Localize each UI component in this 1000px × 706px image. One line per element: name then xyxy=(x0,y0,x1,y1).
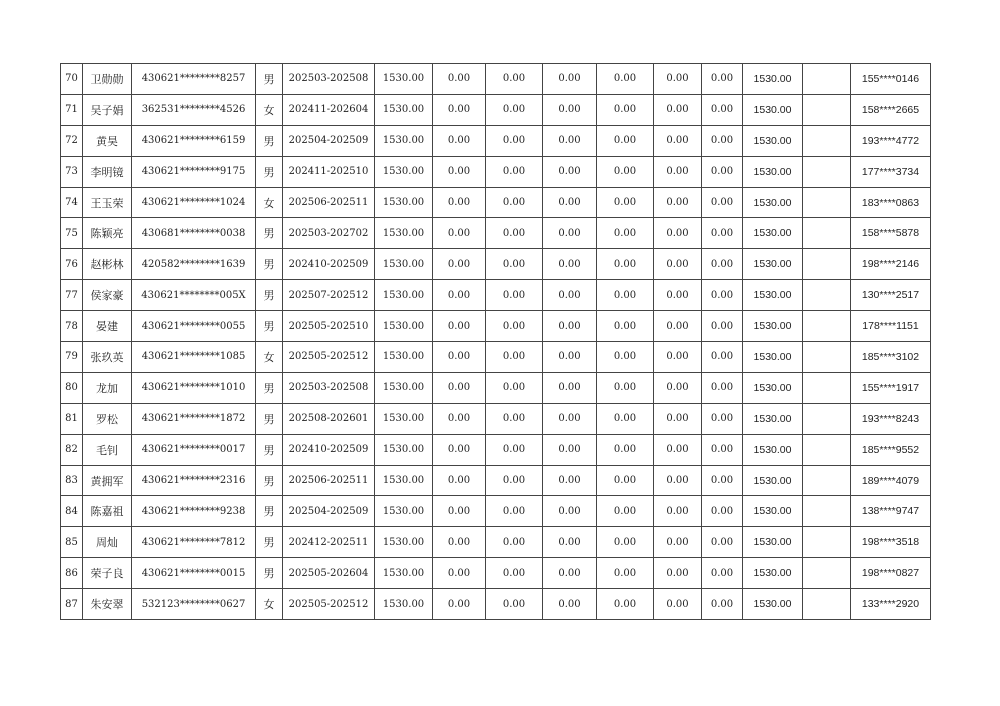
value-cell-4: 0.00 xyxy=(597,249,654,280)
value-cell-6: 0.00 xyxy=(702,249,743,280)
value-cell-1: 0.00 xyxy=(433,64,486,95)
amount-cell: 1530.00 xyxy=(375,527,433,558)
value-cell-6: 0.00 xyxy=(702,403,743,434)
id-number-cell: 430621********8257 xyxy=(132,64,256,95)
value-cell-2: 0.00 xyxy=(486,589,543,620)
name-cell: 罗松 xyxy=(83,403,132,434)
value-cell-2: 0.00 xyxy=(486,527,543,558)
total-cell: 1530.00 xyxy=(743,589,803,620)
value-cell-5: 0.00 xyxy=(654,311,702,342)
value-cell-6: 0.00 xyxy=(702,64,743,95)
value-cell-1: 0.00 xyxy=(433,280,486,311)
value-cell-5: 0.00 xyxy=(654,249,702,280)
value-cell-3: 0.00 xyxy=(543,94,597,125)
table-row xyxy=(61,558,931,589)
phone-cell: 185****9552 xyxy=(851,434,931,465)
period-cell: 202505-202604 xyxy=(283,558,375,589)
value-cell-6: 0.00 xyxy=(702,156,743,187)
phone-cell: 158****2665 xyxy=(851,94,931,125)
value-cell-4: 0.00 xyxy=(597,403,654,434)
total-cell: 1530.00 xyxy=(743,496,803,527)
row-number-cell: 75 xyxy=(61,218,83,249)
amount-cell: 1530.00 xyxy=(375,496,433,527)
period-cell: 202503-202702 xyxy=(283,218,375,249)
value-cell-6: 0.00 xyxy=(702,434,743,465)
table-row xyxy=(61,94,931,125)
name-cell: 黄昊 xyxy=(83,125,132,156)
amount-cell: 1530.00 xyxy=(375,156,433,187)
amount-cell: 1530.00 xyxy=(375,64,433,95)
row-number-cell: 74 xyxy=(61,187,83,218)
value-cell-5: 0.00 xyxy=(654,218,702,249)
gender-cell: 男 xyxy=(256,156,283,187)
value-cell-2: 0.00 xyxy=(486,558,543,589)
note-cell xyxy=(803,249,851,280)
value-cell-4: 0.00 xyxy=(597,372,654,403)
value-cell-2: 0.00 xyxy=(486,434,543,465)
row-number-cell: 78 xyxy=(61,311,83,342)
note-cell xyxy=(803,64,851,95)
value-cell-4: 0.00 xyxy=(597,527,654,558)
value-cell-2: 0.00 xyxy=(486,64,543,95)
note-cell xyxy=(803,187,851,218)
value-cell-5: 0.00 xyxy=(654,94,702,125)
value-cell-1: 0.00 xyxy=(433,187,486,218)
name-cell: 王玉荣 xyxy=(83,187,132,218)
value-cell-5: 0.00 xyxy=(654,403,702,434)
value-cell-3: 0.00 xyxy=(543,218,597,249)
amount-cell: 1530.00 xyxy=(375,589,433,620)
value-cell-3: 0.00 xyxy=(543,403,597,434)
value-cell-6: 0.00 xyxy=(702,342,743,373)
note-cell xyxy=(803,589,851,620)
phone-cell: 133****2920 xyxy=(851,589,931,620)
note-cell xyxy=(803,434,851,465)
value-cell-1: 0.00 xyxy=(433,496,486,527)
row-number-cell: 70 xyxy=(61,64,83,95)
note-cell xyxy=(803,218,851,249)
period-cell: 202507-202512 xyxy=(283,280,375,311)
value-cell-1: 0.00 xyxy=(433,125,486,156)
gender-cell: 男 xyxy=(256,403,283,434)
total-cell: 1530.00 xyxy=(743,372,803,403)
phone-cell: 183****0863 xyxy=(851,187,931,218)
id-number-cell: 420582********1639 xyxy=(132,249,256,280)
name-cell: 吴子娟 xyxy=(83,94,132,125)
phone-cell: 178****1151 xyxy=(851,311,931,342)
value-cell-3: 0.00 xyxy=(543,64,597,95)
phone-cell: 193****8243 xyxy=(851,403,931,434)
row-number-cell: 83 xyxy=(61,465,83,496)
phone-cell: 158****5878 xyxy=(851,218,931,249)
row-number-cell: 72 xyxy=(61,125,83,156)
value-cell-2: 0.00 xyxy=(486,125,543,156)
amount-cell: 1530.00 xyxy=(375,94,433,125)
value-cell-6: 0.00 xyxy=(702,496,743,527)
value-cell-5: 0.00 xyxy=(654,342,702,373)
note-cell xyxy=(803,342,851,373)
period-cell: 202505-202512 xyxy=(283,589,375,620)
row-number-cell: 85 xyxy=(61,527,83,558)
amount-cell: 1530.00 xyxy=(375,280,433,311)
row-number-cell: 81 xyxy=(61,403,83,434)
value-cell-3: 0.00 xyxy=(543,342,597,373)
table-row xyxy=(61,187,931,218)
row-number-cell: 86 xyxy=(61,558,83,589)
value-cell-5: 0.00 xyxy=(654,558,702,589)
period-cell: 202504-202509 xyxy=(283,125,375,156)
row-number-cell: 87 xyxy=(61,589,83,620)
id-number-cell: 430621********005X xyxy=(132,280,256,311)
id-number-cell: 430621********6159 xyxy=(132,125,256,156)
table-row xyxy=(61,342,931,373)
value-cell-4: 0.00 xyxy=(597,496,654,527)
value-cell-2: 0.00 xyxy=(486,249,543,280)
amount-cell: 1530.00 xyxy=(375,372,433,403)
name-cell: 卫勋勋 xyxy=(83,64,132,95)
name-cell: 荣子良 xyxy=(83,558,132,589)
period-cell: 202505-202512 xyxy=(283,342,375,373)
value-cell-5: 0.00 xyxy=(654,527,702,558)
value-cell-1: 0.00 xyxy=(433,94,486,125)
phone-cell: 177****3734 xyxy=(851,156,931,187)
value-cell-4: 0.00 xyxy=(597,280,654,311)
total-cell: 1530.00 xyxy=(743,218,803,249)
value-cell-2: 0.00 xyxy=(486,372,543,403)
total-cell: 1530.00 xyxy=(743,558,803,589)
gender-cell: 女 xyxy=(256,589,283,620)
phone-cell: 189****4079 xyxy=(851,465,931,496)
note-cell xyxy=(803,280,851,311)
value-cell-4: 0.00 xyxy=(597,94,654,125)
value-cell-3: 0.00 xyxy=(543,280,597,311)
table-row xyxy=(61,434,931,465)
gender-cell: 男 xyxy=(256,434,283,465)
value-cell-4: 0.00 xyxy=(597,64,654,95)
value-cell-4: 0.00 xyxy=(597,156,654,187)
amount-cell: 1530.00 xyxy=(375,342,433,373)
table-row xyxy=(61,311,931,342)
total-cell: 1530.00 xyxy=(743,311,803,342)
value-cell-3: 0.00 xyxy=(543,311,597,342)
period-cell: 202411-202604 xyxy=(283,94,375,125)
value-cell-4: 0.00 xyxy=(597,342,654,373)
value-cell-1: 0.00 xyxy=(433,558,486,589)
gender-cell: 男 xyxy=(256,249,283,280)
amount-cell: 1530.00 xyxy=(375,311,433,342)
period-cell: 202508-202601 xyxy=(283,403,375,434)
gender-cell: 女 xyxy=(256,187,283,218)
value-cell-5: 0.00 xyxy=(654,465,702,496)
value-cell-1: 0.00 xyxy=(433,403,486,434)
value-cell-3: 0.00 xyxy=(543,125,597,156)
row-number-cell: 80 xyxy=(61,372,83,403)
gender-cell: 男 xyxy=(256,465,283,496)
value-cell-6: 0.00 xyxy=(702,280,743,311)
value-cell-1: 0.00 xyxy=(433,434,486,465)
value-cell-4: 0.00 xyxy=(597,465,654,496)
name-cell: 陈颖亮 xyxy=(83,218,132,249)
total-cell: 1530.00 xyxy=(743,434,803,465)
id-number-cell: 430621********9175 xyxy=(132,156,256,187)
table-row xyxy=(61,403,931,434)
id-number-cell: 430621********0015 xyxy=(132,558,256,589)
value-cell-2: 0.00 xyxy=(486,465,543,496)
value-cell-6: 0.00 xyxy=(702,558,743,589)
phone-cell: 198****2146 xyxy=(851,249,931,280)
value-cell-3: 0.00 xyxy=(543,465,597,496)
value-cell-3: 0.00 xyxy=(543,496,597,527)
id-number-cell: 430621********7812 xyxy=(132,527,256,558)
phone-cell: 138****9747 xyxy=(851,496,931,527)
value-cell-6: 0.00 xyxy=(702,311,743,342)
table-row xyxy=(61,156,931,187)
amount-cell: 1530.00 xyxy=(375,187,433,218)
id-number-cell: 430621********1010 xyxy=(132,372,256,403)
id-number-cell: 430621********0055 xyxy=(132,311,256,342)
id-number-cell: 430681********0038 xyxy=(132,218,256,249)
table-row xyxy=(61,249,931,280)
name-cell: 张玖英 xyxy=(83,342,132,373)
value-cell-3: 0.00 xyxy=(543,527,597,558)
value-cell-6: 0.00 xyxy=(702,94,743,125)
row-number-cell: 76 xyxy=(61,249,83,280)
note-cell xyxy=(803,465,851,496)
value-cell-6: 0.00 xyxy=(702,187,743,218)
phone-cell: 198****3518 xyxy=(851,527,931,558)
id-number-cell: 430621********2316 xyxy=(132,465,256,496)
total-cell: 1530.00 xyxy=(743,249,803,280)
value-cell-1: 0.00 xyxy=(433,465,486,496)
value-cell-6: 0.00 xyxy=(702,589,743,620)
value-cell-4: 0.00 xyxy=(597,218,654,249)
value-cell-6: 0.00 xyxy=(702,465,743,496)
note-cell xyxy=(803,558,851,589)
table-row xyxy=(61,527,931,558)
value-cell-3: 0.00 xyxy=(543,558,597,589)
period-cell: 202504-202509 xyxy=(283,496,375,527)
value-cell-5: 0.00 xyxy=(654,434,702,465)
value-cell-5: 0.00 xyxy=(654,187,702,218)
value-cell-5: 0.00 xyxy=(654,280,702,311)
value-cell-3: 0.00 xyxy=(543,372,597,403)
gender-cell: 女 xyxy=(256,342,283,373)
total-cell: 1530.00 xyxy=(743,187,803,218)
total-cell: 1530.00 xyxy=(743,94,803,125)
value-cell-2: 0.00 xyxy=(486,496,543,527)
total-cell: 1530.00 xyxy=(743,125,803,156)
value-cell-4: 0.00 xyxy=(597,434,654,465)
note-cell xyxy=(803,496,851,527)
period-cell: 202503-202508 xyxy=(283,64,375,95)
period-cell: 202505-202510 xyxy=(283,311,375,342)
amount-cell: 1530.00 xyxy=(375,249,433,280)
table-row xyxy=(61,496,931,527)
value-cell-4: 0.00 xyxy=(597,125,654,156)
gender-cell: 男 xyxy=(256,558,283,589)
value-cell-3: 0.00 xyxy=(543,589,597,620)
table-row xyxy=(61,280,931,311)
value-cell-1: 0.00 xyxy=(433,527,486,558)
phone-cell: 193****4772 xyxy=(851,125,931,156)
value-cell-2: 0.00 xyxy=(486,280,543,311)
value-cell-1: 0.00 xyxy=(433,249,486,280)
value-cell-6: 0.00 xyxy=(702,527,743,558)
note-cell xyxy=(803,403,851,434)
amount-cell: 1530.00 xyxy=(375,558,433,589)
name-cell: 毛钊 xyxy=(83,434,132,465)
value-cell-3: 0.00 xyxy=(543,434,597,465)
row-number-cell: 84 xyxy=(61,496,83,527)
total-cell: 1530.00 xyxy=(743,403,803,434)
name-cell: 陈嘉祖 xyxy=(83,496,132,527)
gender-cell: 男 xyxy=(256,372,283,403)
value-cell-4: 0.00 xyxy=(597,589,654,620)
id-number-cell: 430621********0017 xyxy=(132,434,256,465)
value-cell-6: 0.00 xyxy=(702,125,743,156)
value-cell-2: 0.00 xyxy=(486,311,543,342)
name-cell: 周灿 xyxy=(83,527,132,558)
value-cell-5: 0.00 xyxy=(654,64,702,95)
note-cell xyxy=(803,311,851,342)
gender-cell: 男 xyxy=(256,527,283,558)
id-number-cell: 430621********1085 xyxy=(132,342,256,373)
value-cell-5: 0.00 xyxy=(654,156,702,187)
table-row xyxy=(61,465,931,496)
note-cell xyxy=(803,94,851,125)
id-number-cell: 430621********1024 xyxy=(132,187,256,218)
id-number-cell: 532123********0627 xyxy=(132,589,256,620)
value-cell-1: 0.00 xyxy=(433,311,486,342)
amount-cell: 1530.00 xyxy=(375,434,433,465)
gender-cell: 男 xyxy=(256,64,283,95)
total-cell: 1530.00 xyxy=(743,156,803,187)
gender-cell: 女 xyxy=(256,94,283,125)
phone-cell: 185****3102 xyxy=(851,342,931,373)
phone-cell: 155****0146 xyxy=(851,64,931,95)
note-cell xyxy=(803,156,851,187)
value-cell-6: 0.00 xyxy=(702,218,743,249)
value-cell-1: 0.00 xyxy=(433,218,486,249)
amount-cell: 1530.00 xyxy=(375,125,433,156)
subsidy-table xyxy=(60,63,931,620)
value-cell-4: 0.00 xyxy=(597,558,654,589)
value-cell-3: 0.00 xyxy=(543,187,597,218)
note-cell xyxy=(803,125,851,156)
table-row xyxy=(61,372,931,403)
table-row xyxy=(61,589,931,620)
total-cell: 1530.00 xyxy=(743,527,803,558)
value-cell-6: 0.00 xyxy=(702,372,743,403)
gender-cell: 男 xyxy=(256,280,283,311)
value-cell-2: 0.00 xyxy=(486,218,543,249)
value-cell-5: 0.00 xyxy=(654,372,702,403)
total-cell: 1530.00 xyxy=(743,64,803,95)
name-cell: 侯家豪 xyxy=(83,280,132,311)
table-row xyxy=(61,64,931,95)
id-number-cell: 362531********4526 xyxy=(132,94,256,125)
name-cell: 李明镜 xyxy=(83,156,132,187)
table-body xyxy=(61,64,931,620)
phone-cell: 198****0827 xyxy=(851,558,931,589)
value-cell-4: 0.00 xyxy=(597,311,654,342)
value-cell-5: 0.00 xyxy=(654,125,702,156)
period-cell: 202411-202510 xyxy=(283,156,375,187)
value-cell-1: 0.00 xyxy=(433,589,486,620)
period-cell: 202412-202511 xyxy=(283,527,375,558)
value-cell-2: 0.00 xyxy=(486,403,543,434)
value-cell-2: 0.00 xyxy=(486,156,543,187)
value-cell-3: 0.00 xyxy=(543,156,597,187)
gender-cell: 男 xyxy=(256,311,283,342)
value-cell-1: 0.00 xyxy=(433,342,486,373)
period-cell: 202506-202511 xyxy=(283,187,375,218)
period-cell: 202410-202509 xyxy=(283,434,375,465)
phone-cell: 130****2517 xyxy=(851,280,931,311)
gender-cell: 男 xyxy=(256,125,283,156)
value-cell-5: 0.00 xyxy=(654,496,702,527)
value-cell-4: 0.00 xyxy=(597,187,654,218)
row-number-cell: 71 xyxy=(61,94,83,125)
total-cell: 1530.00 xyxy=(743,342,803,373)
value-cell-1: 0.00 xyxy=(433,372,486,403)
period-cell: 202506-202511 xyxy=(283,465,375,496)
value-cell-3: 0.00 xyxy=(543,249,597,280)
amount-cell: 1530.00 xyxy=(375,465,433,496)
row-number-cell: 82 xyxy=(61,434,83,465)
name-cell: 朱安翠 xyxy=(83,589,132,620)
value-cell-1: 0.00 xyxy=(433,156,486,187)
row-number-cell: 73 xyxy=(61,156,83,187)
value-cell-2: 0.00 xyxy=(486,94,543,125)
name-cell: 晏建 xyxy=(83,311,132,342)
amount-cell: 1530.00 xyxy=(375,403,433,434)
note-cell xyxy=(803,372,851,403)
value-cell-2: 0.00 xyxy=(486,187,543,218)
id-number-cell: 430621********1872 xyxy=(132,403,256,434)
id-number-cell: 430621********9238 xyxy=(132,496,256,527)
row-number-cell: 79 xyxy=(61,342,83,373)
period-cell: 202410-202509 xyxy=(283,249,375,280)
gender-cell: 男 xyxy=(256,218,283,249)
gender-cell: 男 xyxy=(256,496,283,527)
total-cell: 1530.00 xyxy=(743,280,803,311)
table-row xyxy=(61,218,931,249)
value-cell-5: 0.00 xyxy=(654,589,702,620)
table-row xyxy=(61,125,931,156)
name-cell: 赵彬林 xyxy=(83,249,132,280)
note-cell xyxy=(803,527,851,558)
period-cell: 202503-202508 xyxy=(283,372,375,403)
name-cell: 龙加 xyxy=(83,372,132,403)
phone-cell: 155****1917 xyxy=(851,372,931,403)
row-number-cell: 77 xyxy=(61,280,83,311)
total-cell: 1530.00 xyxy=(743,465,803,496)
amount-cell: 1530.00 xyxy=(375,218,433,249)
name-cell: 黄拥军 xyxy=(83,465,132,496)
value-cell-2: 0.00 xyxy=(486,342,543,373)
